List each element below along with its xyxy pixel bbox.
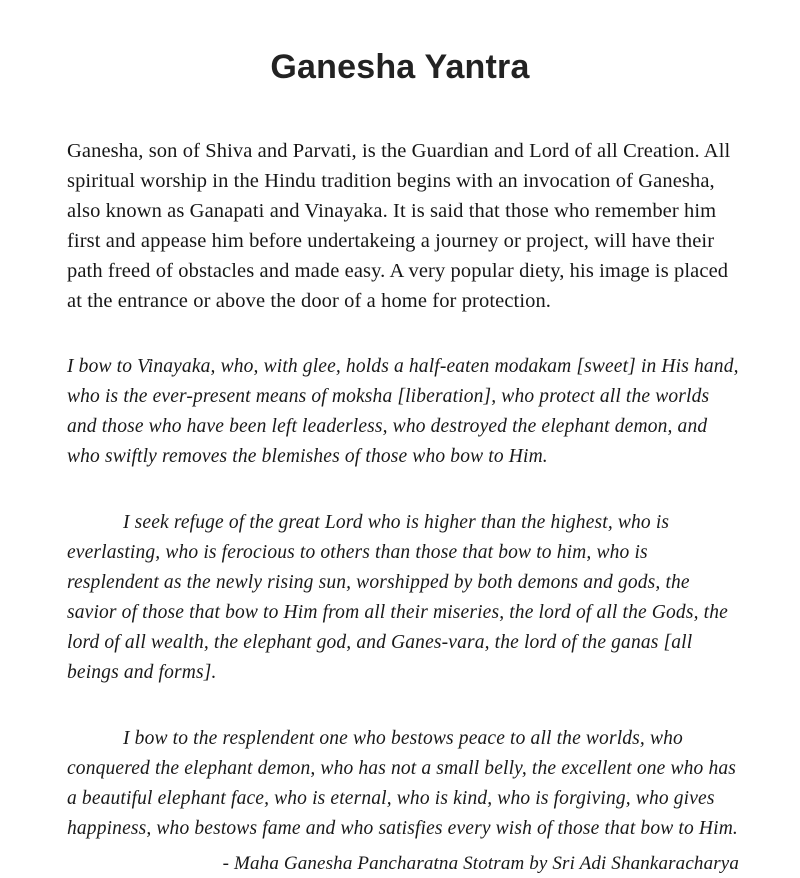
verse-paragraph-2: I seek refuge of the great Lord who is higher than the highest, who is everlasting, who is ferocious to others than those that bow to him, who is resplendent as the newly rising sun, worshipped by both demons and gods, the savior of those that bow to Him from all their miseries, the lord of all the Gods, the lord of all wealth, the elephant god, and Ganes-vara, the lord of the ganas [all beings and forms]. (67, 512, 728, 683)
document-body (67, 136, 739, 878)
page-title: Ganesha Yantra (270, 48, 530, 86)
attribution-line: - Maha Ganesha Pancharatna Stotram by Sri Adi Shankaracharya (222, 853, 739, 874)
verse-paragraph-1: I bow to Vinayaka, who, with glee, holds a half-eaten modakam [sweet] in His hand, who is the ever-present means of moksha [liberation], who protect all the worlds and those who have been left leaderless, who destroyed the elephant demon, and who swiftly removes the blemishes of those who bow to Him. (67, 356, 739, 467)
verse-paragraph-3: I bow to the resplendent one who bestows peace to all the worlds, who conquered the elephant demon, who has not a small belly, the excellent one who has a beautiful elephant face, who is eternal, who is kind, who is forgiving, who gives happiness, who bestows fame and who satisfies every wish of those that bow to Him. (67, 728, 738, 839)
intro-paragraph: Ganesha, son of Shiva and Parvati, is the Guardian and Lord of all Creation. All spiritual worship in the Hindu tradition begins with an invocation of Ganesha, also known as Ganapati and Vinayaka. It is said that those who remember him first and appease him before undertakeing a journey or project, will have their path freed of obstacles and made easy. A very popular diety, his image is placed at the entrance or above the door of a home for protection. (67, 140, 731, 312)
